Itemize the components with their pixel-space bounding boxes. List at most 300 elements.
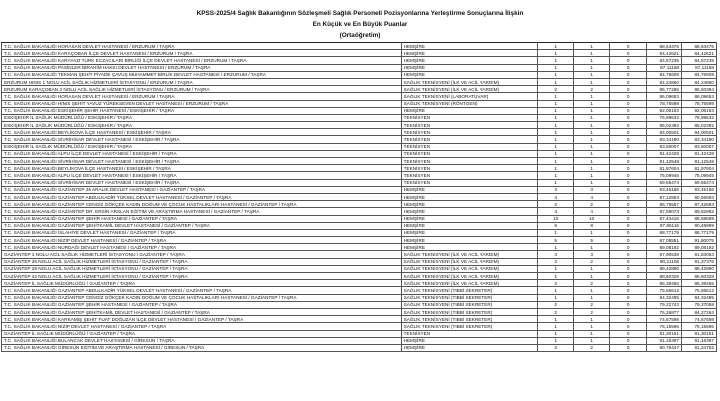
cell-quota: 1: [538, 143, 574, 150]
table-row: [2, 265, 717, 272]
table-row: [2, 229, 717, 236]
cell-quota: 1: [538, 265, 574, 272]
cell-placed: 2: [574, 280, 610, 287]
cell-max-score: 84,00501: [682, 129, 717, 136]
cell-min-score: 92,06163: [647, 107, 682, 114]
cell-vacant: 0: [610, 64, 647, 71]
cell-position: HEMŞİRE: [401, 64, 538, 71]
cell-vacant: 0: [610, 229, 647, 236]
cell-quota: 1: [538, 107, 574, 114]
cell-min-score: 87,12853: [647, 193, 682, 200]
cell-min-score: 84,42621: [647, 50, 682, 57]
cell-quota: 2: [538, 258, 574, 265]
cell-quota: 1: [538, 78, 574, 85]
cell-position: HEMŞİRE: [401, 244, 538, 251]
cell-institution: GAZİANTEP 26 NOLU ACİL SAĞLIK HİZMETLERİ İSTASYONU / GAZİANTEP / TAŞRA: [2, 258, 402, 265]
cell-placed: 2: [574, 344, 610, 351]
cell-institution: T.C. SAĞLIK BAKANLIĞI TEKMAN ŞEHİT PİYADE ÇAVUŞ MUHAMMET BİRLİK DEVLET HASTANESİ / ERZURUM / TAŞRA: [2, 71, 402, 78]
cell-min-score: 85,02392: [647, 122, 682, 129]
cell-max-score: 91,37376: [682, 258, 717, 265]
cell-quota: 3: [538, 186, 574, 193]
cell-institution: GAZİANTEP 42 NOLU ACİL SAĞLIK HİZMETLERİ İSTASYONU / GAZİANTEP / TAŞRA: [2, 273, 402, 280]
cell-min-score: 87,43416: [647, 215, 682, 222]
cell-placed: 1: [574, 107, 610, 114]
cell-min-score: 84,76609: [647, 71, 682, 78]
cell-institution: T.C. SAĞLIK BAKANLIĞI SİVRİHİSAR DEVLET HASTANESİ / ESKİŞEHİR / TAŞRA: [2, 179, 402, 186]
cell-min-score: 81,30151: [647, 330, 682, 337]
table-body: [2, 43, 717, 352]
cell-vacant: 0: [610, 57, 647, 64]
cell-placed: 5: [574, 237, 610, 244]
cell-vacant: 0: [610, 114, 647, 121]
table-row: [2, 237, 717, 244]
cell-institution: T.C. SAĞLIK BAKANLIĞI KARKAMIŞ ŞEHİT FUAT DOĞUZAN İLÇE DEVLET HASTANESİ / GAZİANTEP / TAŞRA: [2, 316, 402, 323]
cell-vacant: 0: [610, 208, 647, 215]
cell-quota: 1: [538, 337, 574, 344]
cell-max-score: 83,60007: [682, 143, 717, 150]
cell-max-score: 75,56612: [682, 287, 717, 294]
cell-institution: T.C. SAĞLIK BAKANLIĞI GAZİANTEP ŞEHİR HASTANESİ / GAZİANTEP / TAŞRA: [2, 215, 402, 222]
cell-min-score: 87,86116: [647, 222, 682, 229]
cell-max-score: 84,27264: [682, 308, 717, 315]
cell-min-score: 84,57235: [647, 57, 682, 64]
cell-vacant: 0: [610, 273, 647, 280]
table-row: [2, 93, 717, 100]
cell-quota: 1: [538, 244, 574, 251]
cell-vacant: 0: [610, 172, 647, 179]
cell-placed: 1: [574, 93, 610, 100]
cell-max-score: 81,97604: [682, 165, 717, 172]
cell-quota: 1: [538, 64, 574, 71]
cell-vacant: 0: [610, 244, 647, 251]
cell-min-score: 90,76447: [647, 344, 682, 351]
cell-institution: T.C. SAĞLIK BAKANLIĞI GAZİANTEP ŞEHİTKAMİL DEVLET HASTANESİ / GAZİANTEP / TAŞRA: [2, 222, 402, 229]
table-row: [2, 172, 717, 179]
cell-institution: T.C. SAĞLIK BAKANLIĞI ESKİŞEHİR ŞEHİR HASTANESİ / ESKİŞEHİR / TAŞRA: [2, 107, 402, 114]
cell-position: HEMŞİRE: [401, 50, 538, 57]
cell-min-score: 87,59073: [647, 208, 682, 215]
cell-placed: 1: [574, 229, 610, 236]
cell-position: HEMŞİRE: [401, 57, 538, 64]
cell-min-score: 75,09945: [647, 172, 682, 179]
cell-max-score: 81,12548: [682, 158, 717, 165]
cell-institution: T.C. SAĞLIK BAKANLIĞI GAZİANTEP DR. ERSİN ARSLAN EĞİTİM VE ARAŞTIRMA HASTANESİ / GAZİANTEP / TAŞRA: [2, 208, 402, 215]
cell-min-score: 86,09653: [647, 93, 682, 100]
cell-position: TEKNİSYEN: [401, 122, 538, 129]
cell-vacant: 0: [610, 150, 647, 157]
cell-placed: 1: [574, 273, 610, 280]
table-row: [2, 64, 717, 71]
cell-institution: T.C. SAĞLIK BAKANLIĞI HINIS ŞEHİT YAVUZ YÜREKSEVEN DEVLET HASTANESİ / ERZURUM / TAŞRA: [2, 100, 402, 107]
cell-position: SAĞLIK TEKNİSYENİ (İLK VE ACİL YARDIM): [401, 251, 538, 258]
cell-min-score: 74,67598: [647, 316, 682, 323]
cell-quota: 1: [538, 129, 574, 136]
cell-min-score: 75,56612: [647, 287, 682, 294]
cell-min-score: 91,16397: [647, 337, 682, 344]
cell-quota: 2: [538, 280, 574, 287]
cell-institution: T.C. SAĞLIK BAKANLIĞI GAZİANTEP ABDULKADİR YÜKSEL DEVLET HASTANESİ / GAZİANTEP / TAŞRA: [2, 287, 402, 294]
cell-placed: 3: [574, 186, 610, 193]
cell-quota: 1: [538, 93, 574, 100]
cell-min-score: 89,08192: [647, 244, 682, 251]
cell-quota: 1: [538, 136, 574, 143]
cell-min-score: 88,63476: [647, 43, 682, 50]
cell-placed: 2: [574, 86, 610, 93]
cell-vacant: 0: [610, 122, 647, 129]
cell-max-score: 76,99632: [682, 114, 717, 121]
cell-vacant: 0: [610, 136, 647, 143]
cell-placed: 1: [574, 323, 610, 330]
cell-max-score: 89,82982: [682, 208, 717, 215]
cell-max-score: 90,48999: [682, 222, 717, 229]
cell-max-score: 84,42621: [682, 50, 717, 57]
cell-position: TEKNİSYEN: [401, 150, 538, 157]
cell-quota: 2: [538, 308, 574, 315]
cell-min-score: 93,45156: [647, 186, 682, 193]
cell-vacant: 0: [610, 78, 647, 85]
cell-quota: 1: [538, 100, 574, 107]
cell-quota: 2: [538, 301, 574, 308]
cell-institution: T.C. SAĞLIK BAKANLIĞI GAZİANTEP CENGİZ GÖKÇEK KADIN DOĞUM VE ÇOCUK HASTALIKLARI HASTANESİ / GAZİANTEP / TAŞRA: [2, 294, 402, 301]
cell-max-score: 85,93394: [682, 86, 717, 93]
table-row: [2, 107, 717, 114]
cell-position: SAĞLIK TEKNİSYENİ (İLK VE ACİL YARDIM): [401, 280, 538, 287]
cell-max-score: 89,58589: [682, 215, 717, 222]
cell-institution: T.C. SAĞLIK BAKANLIĞI NURDAĞI DEVLET HASTANESİ / GAZİANTEP / TAŞRA: [2, 244, 402, 251]
cell-vacant: 0: [610, 316, 647, 323]
cell-placed: 1: [574, 179, 610, 186]
cell-institution: T.C. SAĞLIK BAKANLIĞI GİRESUN EĞİTİM VE ARAŞTIRMA HASTANESİ / GİRESUN / TAŞRA: [2, 344, 402, 351]
table-row: [2, 258, 717, 265]
cell-max-score: 78,75598: [682, 100, 717, 107]
cell-position: SAĞLIK TEKNİSYENİ (TIBBİ SEKRETER): [401, 294, 538, 301]
cell-max-score: 93,45156: [682, 186, 717, 193]
cell-quota: 2: [538, 201, 574, 208]
cell-quota: 1: [538, 287, 574, 294]
table-row: [2, 57, 717, 64]
cell-min-score: 84,24860: [647, 78, 682, 85]
table-row: [2, 222, 717, 229]
cell-quota: 1: [538, 294, 574, 301]
cell-institution: T.C. SAĞLIK BAKANLIĞI BEYLİKOVA İLÇE HASTANESİ / ESKİŞEHİR / TAŞRA: [2, 129, 402, 136]
cell-vacant: 0: [610, 265, 647, 272]
cell-quota: 4: [538, 208, 574, 215]
cell-institution: T.C. SAĞLIK BAKANLIĞI BEYLİKOVA İLÇE HASTANESİ / ESKİŞEHİR / TAŞRA: [2, 165, 402, 172]
table-row: [2, 86, 717, 93]
cell-institution: T.C. SAĞLIK BAKANLIĞI GAZİANTEP ABDULKADİR YÜKSEL DEVLET HASTANESİ / GAZİANTEP / TAŞRA: [2, 193, 402, 200]
cell-quota: 1: [538, 165, 574, 172]
cell-position: TEKNİSYEN: [401, 330, 538, 337]
cell-vacant: 0: [610, 86, 647, 93]
table-row: [2, 71, 717, 78]
cell-max-score: 75,15596: [682, 323, 717, 330]
cell-placed: 1: [574, 165, 610, 172]
cell-quota: 1: [538, 323, 574, 330]
cell-placed: 1: [574, 337, 610, 344]
cell-placed: 1: [574, 294, 610, 301]
cell-vacant: 0: [610, 143, 647, 150]
cell-institution: ERZURUM HINIS 1 NOLU ACİL SAĞLIK HİZMETLERİ İSTASYONU / ERZURUM / TAŞRA: [2, 78, 402, 85]
title-line-3: (Ortaöğretim): [339, 32, 381, 39]
cell-position: SAĞLIK TEKNİSYENİ (TIBBİ SEKRETER): [401, 323, 538, 330]
cell-quota: 1: [538, 229, 574, 236]
cell-position: TEKNİSYEN: [401, 136, 538, 143]
cell-position: HEMŞİRE: [401, 215, 538, 222]
cell-quota: 1: [538, 150, 574, 157]
cell-position: HEMŞİRE: [401, 107, 538, 114]
cell-min-score: 83,34190: [647, 136, 682, 143]
table-row: [2, 244, 717, 251]
table-row: [2, 43, 717, 50]
cell-placed: 2: [574, 258, 610, 265]
cell-institution: T.C. SAĞLIK BAKANLIĞI NİZİP DEVLET HASTANESİ / GAZİANTEP / TAŞRA: [2, 237, 402, 244]
cell-position: TEKNİSYEN: [401, 129, 538, 136]
cell-max-score: 74,67598: [682, 316, 717, 323]
cell-institution: ERZURUM KARAÇOBAN 2 NOLU ACİL SAĞLIK HİZMETLERİ İSTASYONU / ERZURUM / TAŞRA: [2, 86, 402, 93]
cell-placed: 1: [574, 158, 610, 165]
cell-max-score: 81,30151: [682, 330, 717, 337]
cell-placed: 1: [574, 316, 610, 323]
cell-institution: GAZİANTEP İL SAĞLIK MÜDÜRLÜĞÜ / GAZİANTEP / TAŞRA: [2, 280, 402, 287]
cell-min-score: 69,55474: [647, 179, 682, 186]
cell-position: HEMŞİRE: [401, 208, 538, 215]
cell-max-score: 87,11168: [682, 64, 717, 71]
cell-institution: T.C. SAĞLIK BAKANLIĞI HORASAN DEVLET HASTANESİ / ERZURUM / TAŞRA: [2, 93, 402, 100]
cell-position: HEMŞİRE: [401, 193, 538, 200]
cell-quota: 1: [538, 316, 574, 323]
cell-min-score: 88,42890: [647, 265, 682, 272]
cell-vacant: 0: [610, 71, 647, 78]
cell-vacant: 0: [610, 222, 647, 229]
table-row: [2, 179, 717, 186]
table-row: [2, 114, 717, 121]
cell-quota: 1: [538, 122, 574, 129]
cell-vacant: 0: [610, 107, 647, 114]
cell-min-score: 87,90538: [647, 251, 682, 258]
cell-max-score: 91,24752: [682, 344, 717, 351]
cell-quota: 2: [538, 86, 574, 93]
cell-max-score: 85,02392: [682, 122, 717, 129]
cell-quota: 1: [538, 172, 574, 179]
cell-min-score: 86,39465: [647, 280, 682, 287]
cell-max-score: 91,80075: [682, 237, 717, 244]
cell-position: SAĞLIK TEKNİSYENİ (İLK VE ACİL YARDIM): [401, 273, 538, 280]
cell-placed: 1: [574, 287, 610, 294]
table-row: [2, 308, 717, 315]
table-row: [2, 337, 717, 344]
cell-max-score: 90,56593: [682, 193, 717, 200]
cell-vacant: 0: [610, 287, 647, 294]
cell-vacant: 0: [610, 158, 647, 165]
title-line-2: En Küçük ve En Büyük Puanlar: [312, 21, 408, 28]
cell-max-score: 83,34190: [682, 136, 717, 143]
cell-institution: GAZİANTEP 1 NOLU ACİL SAĞLIK HİZMETLERİ İSTASYONU / GAZİANTEP / TAŞRA: [2, 251, 402, 258]
cell-quota: 3: [538, 251, 574, 258]
table-row: [2, 165, 717, 172]
cell-min-score: 87,05551: [647, 237, 682, 244]
cell-min-score: 87,11168: [647, 64, 682, 71]
cell-vacant: 0: [610, 301, 647, 308]
cell-placed: 1: [574, 71, 610, 78]
cell-vacant: 0: [610, 100, 647, 107]
cell-min-score: 84,00501: [647, 129, 682, 136]
cell-vacant: 0: [610, 50, 647, 57]
table-row: [2, 129, 717, 136]
cell-placed: 1: [574, 122, 610, 129]
table-row: [2, 186, 717, 193]
table-row: [2, 78, 717, 85]
table-row: [2, 273, 717, 280]
cell-institution: T.C. SAĞLIK BAKANLIĞI ALPU İLÇE DEVLET HASTANESİ / ESKİŞEHİR / TAŞRA: [2, 150, 402, 157]
cell-vacant: 0: [610, 179, 647, 186]
cell-position: HEMŞİRE: [401, 186, 538, 193]
table-row: [2, 287, 717, 294]
table-row: [2, 344, 717, 351]
cell-vacant: 0: [610, 323, 647, 330]
cell-vacant: 0: [610, 129, 647, 136]
cell-min-score: 81,97604: [647, 165, 682, 172]
cell-placed: 10: [574, 215, 610, 222]
cell-institution: GAZİANTEP 29 NOLU ACİL SAĞLIK HİZMETLERİ İSTASYONU / GAZİANTEP / TAŞRA: [2, 265, 402, 272]
cell-institution: T.C. SAĞLIK BAKANLIĞI KARAÇOBAN İLÇE DEVLET HASTANESİ / ERZURUM / TAŞRA: [2, 50, 402, 57]
cell-placed: 1: [574, 78, 610, 85]
cell-placed: 4: [574, 193, 610, 200]
cell-position: SAĞLIK TEKNİSYENİ (TIBBİ SEKRETER): [401, 301, 538, 308]
cell-max-score: 84,57235: [682, 57, 717, 64]
cell-position: HEMŞİRE: [401, 344, 538, 351]
cell-position: TEKNİSYEN: [401, 165, 538, 172]
cell-position: SAĞLIK TEKNİSYENİ (TIBBİ SEKRETER): [401, 287, 538, 294]
cell-min-score: 76,26877: [647, 308, 682, 315]
cell-position: SAĞLIK TEKNİSYENİ (RÖNTGEN): [401, 100, 538, 107]
cell-institution: T.C. SAĞLIK BAKANLIĞI NİZİP DEVLET HASTANESİ / GAZİANTEP / TAŞRA: [2, 323, 402, 330]
table-row: [2, 143, 717, 150]
cell-quota: 1: [538, 43, 574, 50]
cell-institution: T.C. SAĞLIK BAKANLIĞI HORASAN DEVLET HASTANESİ / ERZURUM / TAŞRA: [2, 43, 402, 50]
cell-position: HEMŞİRE: [401, 229, 538, 236]
cell-placed: 1: [574, 43, 610, 50]
cell-placed: 1: [574, 57, 610, 64]
cell-placed: 2: [574, 301, 610, 308]
cell-min-score: 76,99632: [647, 114, 682, 121]
cell-quota: 10: [538, 215, 574, 222]
cell-position: HEMŞİRE: [401, 71, 538, 78]
cell-vacant: 0: [610, 237, 647, 244]
cell-max-score: 81,42428: [682, 150, 717, 157]
cell-placed: 1: [574, 330, 610, 337]
cell-min-score: 86,75557: [647, 201, 682, 208]
cell-quota: 1: [538, 71, 574, 78]
cell-institution: T.C. SAĞLIK BAKANLIĞI BULANCAK DEVLET HASTANESİ / GİRESUN / TAŞRA: [2, 337, 402, 344]
cell-position: SAĞLIK TEKNİSYENİ (İLK VE ACİL YARDIM): [401, 265, 538, 272]
cell-max-score: 84,24860: [682, 78, 717, 85]
cell-institution: GAZİANTEP İL SAĞLIK MÜDÜRLÜĞÜ / GAZİANTEP / TAŞRA: [2, 330, 402, 337]
table-row: [2, 208, 717, 215]
cell-max-score: 84,76609: [682, 71, 717, 78]
cell-institution: T.C. SAĞLIK BAKANLIĞI GAZİANTEP ŞEHİTKAMİL DEVLET HASTANESİ / GAZİANTEP / TAŞRA: [2, 308, 402, 315]
table-row: [2, 150, 717, 157]
table-row: [2, 301, 717, 308]
cell-institution: T.C. SAĞLIK BAKANLIĞI GAZİANTEP 25 ARALIK DEVLET HASTANESİ / GAZİANTEP / TAŞRA: [2, 186, 402, 193]
cell-institution: ESKİŞEHİR İL SAĞLIK MÜDÜRLÜĞÜ / ESKİŞEHİR / TAŞRA: [2, 143, 402, 150]
cell-max-score: 88,77179: [682, 229, 717, 236]
cell-vacant: 0: [610, 215, 647, 222]
cell-vacant: 0: [610, 294, 647, 301]
cell-position: HEMŞİRE: [401, 237, 538, 244]
cell-placed: 1: [574, 150, 610, 157]
cell-max-score: 86,09653: [682, 93, 717, 100]
cell-max-score: 92,06163: [682, 107, 717, 114]
cell-placed: 2: [574, 201, 610, 208]
cell-quota: 5: [538, 237, 574, 244]
cell-vacant: 0: [610, 337, 647, 344]
cell-placed: 1: [574, 136, 610, 143]
cell-placed: 8: [574, 222, 610, 229]
cell-position: SAĞLIK TEKNİSYENİ (TIBBİ SEKRETER): [401, 316, 538, 323]
table-row: [2, 136, 717, 143]
cell-placed: 1: [574, 50, 610, 57]
cell-max-score: 88,42890: [682, 265, 717, 272]
cell-institution: T.C. SAĞLIK BAKANLIĞI SİVRİHİSAR DEVLET HASTANESİ / ESKİŞEHİR / TAŞRA: [2, 136, 402, 143]
cell-placed: 1: [574, 143, 610, 150]
cell-quota: 1: [538, 158, 574, 165]
cell-quota: 1: [538, 50, 574, 57]
document-title: [0, 8, 720, 41]
cell-quota: 4: [538, 193, 574, 200]
cell-min-score: 90,21105: [647, 258, 682, 265]
table-row: [2, 215, 717, 222]
table-row: [2, 158, 717, 165]
cell-max-score: 75,09945: [682, 172, 717, 179]
cell-min-score: 78,75598: [647, 100, 682, 107]
cell-vacant: 0: [610, 258, 647, 265]
cell-position: TEKNİSYEN: [401, 143, 538, 150]
cell-institution: T.C. SAĞLIK BAKANLIĞI GAZİANTEP CENGİZ GÖKÇEK KADIN DOĞUM VE ÇOCUK HASTALIKLARI HASTANESİ / GAZİANTEP / TAŞRA: [2, 201, 402, 208]
cell-institution: T.C. SAĞLIK BAKANLIĞI ALPU İLÇE DEVLET HASTANESİ / ESKİŞEHİR / TAŞRA: [2, 172, 402, 179]
cell-min-score: 81,12548: [647, 158, 682, 165]
cell-quota: 1: [538, 330, 574, 337]
cell-institution: ESKİŞEHİR İL SAĞLIK MÜDÜRLÜĞÜ / ESKİŞEHİR / TAŞRA: [2, 122, 402, 129]
table-row: [2, 280, 717, 287]
cell-position: TEKNİSYEN: [401, 179, 538, 186]
table-row: [2, 316, 717, 323]
cell-position: HEMŞİRE: [401, 43, 538, 50]
cell-placed: 3: [574, 251, 610, 258]
cell-placed: 1: [574, 244, 610, 251]
cell-position: SAĞLIK TEKNİSYENİ (LABORATUVAR): [401, 93, 538, 100]
cell-placed: 1: [574, 129, 610, 136]
cell-institution: T.C. SAĞLIK BAKANLIĞI İSLAHİYE DEVLET HASTANESİ / GAZİANTEP / TAŞRA: [2, 229, 402, 236]
cell-vacant: 0: [610, 165, 647, 172]
cell-vacant: 0: [610, 193, 647, 200]
cell-vacant: 0: [610, 93, 647, 100]
cell-quota: 8: [538, 222, 574, 229]
cell-position: SAĞLIK TEKNİSYENİ (İLK VE ACİL YARDIM): [401, 78, 538, 85]
cell-min-score: 85,77286: [647, 86, 682, 93]
cell-position: TEKNİSYEN: [401, 158, 538, 165]
cell-max-score: 91,83063: [682, 251, 717, 258]
cell-placed: 4: [574, 208, 610, 215]
results-table: [1, 42, 717, 352]
cell-min-score: 75,15596: [647, 323, 682, 330]
cell-quota: 1: [538, 57, 574, 64]
table-row: [2, 251, 717, 258]
table-row: [2, 201, 717, 208]
cell-position: HEMŞİRE: [401, 201, 538, 208]
cell-max-score: 87,42693: [682, 201, 717, 208]
cell-quota: 1: [538, 114, 574, 121]
cell-vacant: 0: [610, 201, 647, 208]
